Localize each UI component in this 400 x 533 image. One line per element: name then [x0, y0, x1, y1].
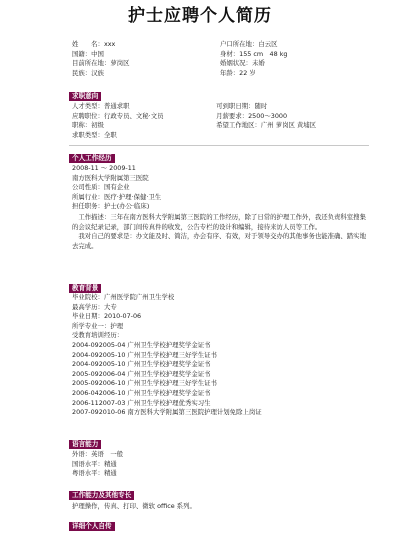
training-item: 2004-092005-04 广州卫生学校护理奖学金证书: [72, 340, 211, 349]
skill-block: [72, 503, 372, 513]
basic-info: [72, 41, 382, 79]
job-row-empty: [216, 132, 372, 142]
preferred-area: 希望工作地区：广州 萝岗区 黄埔区: [216, 121, 317, 130]
work-company: 南方医科大学附属第三医院: [72, 173, 149, 182]
divider: [69, 145, 369, 146]
lang-block: [72, 451, 372, 480]
training-item: 2005-092006-10 广州卫生学校护理三好学生证书: [72, 379, 217, 388]
ethnicity-field: 民族：汉族: [72, 68, 104, 77]
training-item: 2004-092005-10 广州卫生学校护理三好学生证书: [72, 350, 217, 359]
training-item: 2004-092005-10 广州卫生学校护理奖学金证书: [72, 360, 211, 369]
work-period: 2008-11 ～ 2009-11: [72, 164, 136, 172]
major: 所学专业一：护理: [72, 321, 124, 330]
edu-block: [72, 294, 372, 419]
cantonese-level: 粤语水平：精通: [72, 469, 117, 478]
job-row: [72, 132, 372, 142]
section-header-edu: 教育背景: [69, 284, 101, 293]
start-date: 可到职日期：随时: [216, 102, 268, 110]
work-block: [72, 165, 372, 251]
section-header-job: 求职意向: [69, 92, 101, 101]
talent-type: 人才类型：普通求职: [72, 102, 130, 110]
training-item: 2006-042006-10 广州卫生学校护理奖学金证书: [72, 388, 211, 397]
skill-text: 护理操作，传真、打印、微软 office 系列。: [72, 502, 196, 510]
foreign-language: 外语：英语 一般: [72, 450, 124, 458]
section-header-lang: 语言能力: [69, 440, 101, 449]
self-requirement: 我对自己的要求是：办文能及时、简洁，办会有序、有效，对于领导交办的其他事务也能准确、踏实地去完成。: [72, 232, 366, 250]
training-item: 2007-092010-06 南方医科大学附属第三医院护理计划免除上岗证: [72, 408, 262, 417]
job-row: [72, 122, 372, 132]
section-header-work: 个人工作经历: [69, 154, 115, 163]
company-nature: 公司性质：国有企业: [72, 183, 130, 192]
title-rank: 职称：初级: [72, 121, 104, 130]
section-header-detail: 详细个人自传: [69, 522, 115, 531]
applied-position: 应聘职位：行政专员、文秘·文员: [72, 111, 164, 120]
body-field: 身材：155 cm 48 kg: [220, 49, 288, 58]
industry: 所属行业：医疗·护理·保健·卫生: [72, 192, 162, 201]
location-field: 目前所在地：萝岗区: [72, 59, 130, 68]
training-item: 2006-112007-03 广州卫生学校护理优秀实习生: [72, 398, 211, 407]
page-title: 护士应聘个人简历: [128, 6, 272, 26]
training-label: 受教育培训经历：: [72, 331, 124, 340]
name-field: 姓 名：xxx: [72, 40, 116, 48]
age-field: 年龄：22 岁: [220, 68, 256, 77]
graduation-date: 毕业日期：2010-07-06: [72, 312, 142, 321]
degree: 最高学历：大专: [72, 302, 117, 311]
school: 毕业院校：广州医学院广州卫生学校: [72, 293, 175, 301]
work-description: 工作描述：三年在南方医科大学附属第三医院的工作经历，除了日常的护理工作外，我还负责科室搜集的会议纪录记录，部门间传真件的收发，公告专栏的设计和编辑，接待来访人员等工作。: [72, 212, 366, 231]
marital-field: 婚姻状况：未婚: [220, 59, 265, 68]
job-type: 求职类型：全职: [72, 130, 117, 139]
salary: 月薪要求：2500～3000: [216, 111, 288, 120]
position-held: 担任职务：护士(办公·临床): [72, 202, 150, 211]
section-header-skill: 工作能力及其他专长: [69, 491, 134, 500]
basic-info-row: [72, 70, 382, 80]
job-intent-block: [72, 103, 372, 141]
hukou-field: 户口所在地：白云区: [220, 40, 278, 48]
mandarin-level: 国语水平：精通: [72, 459, 117, 468]
nationality-field: 国籍：中国: [72, 49, 104, 58]
training-item: 2005-092006-04 广州卫生学校护理奖学金证书: [72, 369, 211, 378]
